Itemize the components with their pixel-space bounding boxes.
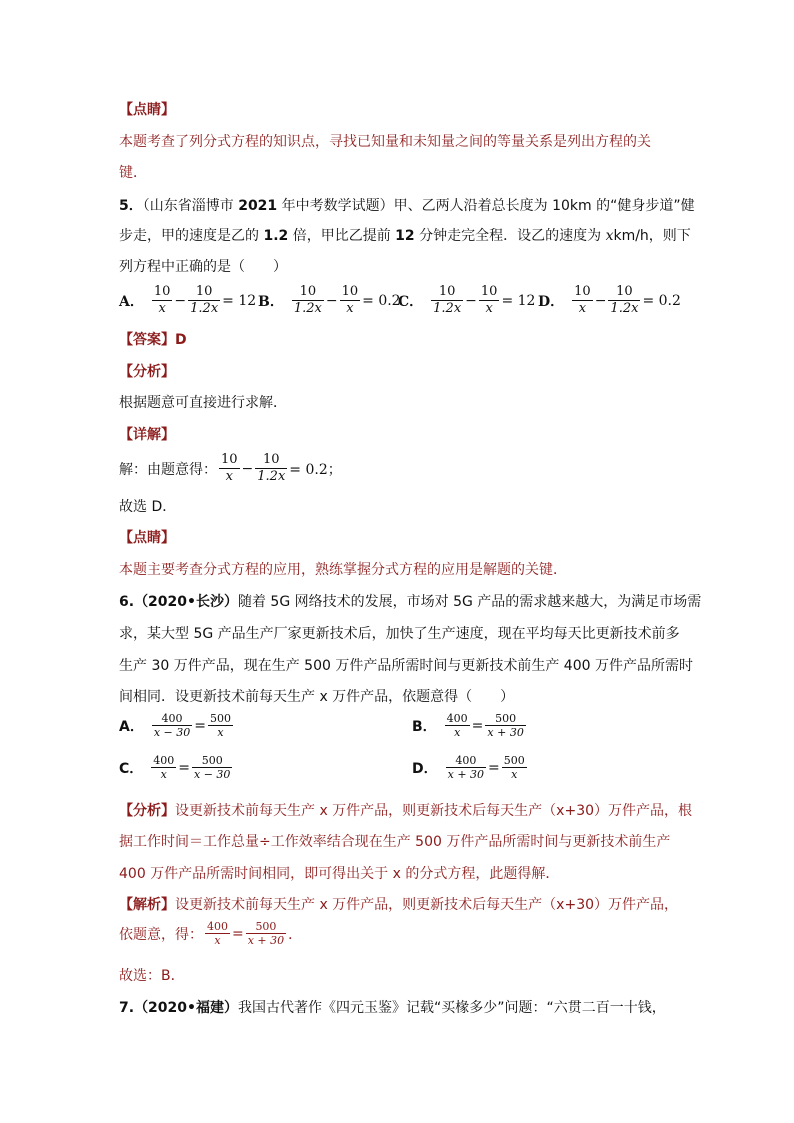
- q6-choose: 故选：B．: [119, 968, 185, 984]
- q5-var-x: x: [605, 228, 614, 244]
- frac-den: x − 30: [194, 768, 231, 781]
- jiexi-tag: 【解析】: [119, 897, 175, 913]
- q6-jiexi-equation: [119, 920, 302, 947]
- frac-den: x: [214, 934, 221, 947]
- frac-num: 400: [207, 920, 228, 933]
- q5-line-1: [119, 196, 695, 216]
- q7-line-1: [119, 998, 666, 1018]
- q6-option-b: [412, 712, 528, 739]
- option-label: A．: [119, 718, 144, 735]
- frac-den: x: [225, 469, 233, 484]
- q5-line-3: 列方程中正确的是（ ）: [119, 259, 287, 275]
- q7-source: （2020•福建）: [134, 1000, 238, 1016]
- frac-den: x: [160, 768, 167, 781]
- q6-line1-text: 随着 5G 网络技术的发展，市场对 5G 产品的需求越来越大，为满足市场需: [237, 594, 702, 610]
- equals: =: [471, 717, 484, 734]
- option-label: C．: [398, 293, 424, 310]
- jiexi-end: ．: [288, 926, 303, 943]
- q6-line-1: [119, 592, 701, 612]
- fenxi-text-1: 设更新技术前每天生产 x 万件产品，则更新技术后每天生产（x+30）万件产品，根: [175, 803, 693, 819]
- detail-tag: 【详解】: [119, 427, 175, 443]
- frac-den: 1.2x: [257, 469, 286, 484]
- frac-num: 10: [188, 284, 220, 301]
- frac-den: x: [217, 726, 224, 739]
- q5-solution: 解：由题意得： $\frac{10}{x}$ − $\frac{10}{1.2x}$ = 0.2；: [119, 452, 342, 484]
- jiexi-prefix: 依题意，得：: [119, 926, 203, 943]
- q6-fenxi-line-3: 400 万件产品所需时间相同，即可得出关于 x 的分式方程，此题得解．: [119, 866, 560, 882]
- q6-fenxi-line-2: 据工作时间＝工作总量÷工作效率结合现在生产 500 万件产品所需时间与更新技术前生产: [119, 834, 671, 850]
- q5-line1-text-a: （山东省淄博市: [142, 198, 239, 214]
- q6-line-3: 生产 30 万件产品，现在生产 500 万件产品所需时间与更新技术前生产 400 万件产品所需时: [119, 658, 693, 674]
- frac-num: 10: [574, 284, 591, 299]
- q5-ratio: 1.2: [263, 228, 289, 244]
- frac-den: x + 30: [247, 934, 285, 947]
- frac-num: 500: [485, 712, 525, 726]
- analysis-text: 根据题意可直接进行求解．: [119, 395, 287, 411]
- frac-den: 1.2x: [190, 301, 219, 316]
- answer-value: D: [175, 332, 187, 348]
- note-line-2: 键．: [119, 165, 147, 181]
- solution-rhs: = 0.2；: [289, 461, 342, 478]
- q5-minutes: 12: [395, 228, 415, 244]
- q6-line-4: 间相同．设更新技术前每天生产 x 万件产品，依题意得（ ）: [119, 689, 515, 705]
- rhs: = 12: [501, 292, 536, 309]
- frac-num: 10: [221, 452, 238, 467]
- frac-num: 500: [503, 754, 525, 767]
- q5-line1-text-b: 年中考数学试题）甲、乙两人沿着总长度为 10km 的“健身步道”健: [277, 198, 695, 214]
- frac-den: x: [454, 726, 461, 739]
- frac-num: 400: [446, 712, 468, 725]
- q5-option-d: D． $\frac{10}{x}$ − $\frac{10}{1.2x}$ = 0.2: [538, 284, 681, 316]
- frac-num: 500: [192, 754, 232, 768]
- q6-option-a: [119, 712, 235, 739]
- answer-line: [119, 330, 187, 350]
- frac-den: x: [511, 768, 518, 781]
- frac-num: 500: [210, 712, 231, 725]
- q6-number: 6.: [119, 594, 135, 610]
- q6-option-d: [412, 754, 529, 781]
- rhs: = 0.2: [362, 292, 401, 309]
- q5-line2-text-a: 步走，甲的速度是乙的: [119, 228, 264, 244]
- frac-den: x + 30: [487, 726, 524, 739]
- q5-number: 5．: [119, 198, 143, 214]
- q7-line1-text: 我国古代著作《四元玉鉴》记载“买椽多少”问题：“六贯二百一十钱，: [237, 1000, 666, 1016]
- q6-fenxi-line-1: [119, 801, 692, 821]
- frac-den: x: [158, 301, 166, 316]
- option-label: B．: [412, 718, 437, 735]
- frac-num: 400: [153, 754, 175, 767]
- option-label: D．: [538, 293, 565, 310]
- option-label: C．: [119, 760, 144, 777]
- frac-num: 10: [341, 284, 359, 299]
- frac-den: 1.2x: [433, 301, 462, 316]
- q5-option-b: B． $\frac{10}{1.2x}$ − $\frac{10}{x}$ = 0.2: [258, 284, 401, 316]
- solution-prefix: 解：由题意得：: [119, 461, 217, 478]
- frac-num: 10: [153, 284, 171, 299]
- q6-source: （2020•长沙）: [134, 594, 238, 610]
- q5-option-c: C． $\frac{10}{1.2x}$ − $\frac{10}{x}$ = 12: [398, 284, 536, 316]
- q5-line2-text-c: 分钟走完全程．设乙的速度为: [414, 228, 606, 244]
- jiexi-text-1: 设更新技术前每天生产 x 万件产品，则更新技术后每天生产（x+30）万件产品，: [175, 897, 679, 913]
- frac-num: 10: [608, 284, 640, 301]
- rhs: = 0.2: [642, 292, 681, 309]
- q5-choose: 故选 D．: [119, 499, 177, 515]
- q6-jiexi-line-1: [119, 895, 678, 915]
- q5-line2-text-d: km/h，则下: [613, 228, 691, 244]
- frac-num: 500: [246, 920, 286, 934]
- frac-den: x: [346, 301, 354, 316]
- equals: =: [232, 925, 244, 942]
- answer-tag: 【答案】: [119, 332, 175, 348]
- note-line-1: 本题考查了列分式方程的知识点，寻找已知量和未知量之间的等量关系是列出方程的关: [119, 134, 651, 150]
- frac-num: 10: [292, 284, 324, 301]
- frac-den: x − 30: [153, 726, 191, 739]
- frac-den: 1.2x: [293, 301, 322, 316]
- q5-note: 本题主要考查分式方程的应用，熟练掌握分式方程的应用是解题的关键．: [119, 562, 567, 578]
- equals: =: [488, 759, 500, 776]
- q7-number: 7.: [119, 1000, 135, 1016]
- frac-num: 400: [446, 754, 486, 768]
- analysis-tag: 【分析】: [119, 364, 175, 380]
- q5-dianjing-tag: 【点睛】: [119, 530, 175, 546]
- frac-den: 1.2x: [610, 301, 639, 316]
- frac-num: 10: [480, 284, 498, 299]
- frac-den: x + 30: [447, 768, 485, 781]
- rhs: = 12: [222, 292, 257, 309]
- frac-den: x: [578, 301, 587, 316]
- q5-line2-text-b: 倍，甲比乙提前: [288, 228, 396, 244]
- frac-num: 10: [255, 452, 287, 469]
- q6-line-2: 求，某大型 5G 产品生产厂家更新技术后，加快了生产速度，现在平均每天比更新技术前多: [119, 626, 680, 642]
- frac-den: x: [485, 301, 493, 316]
- q5-option-a: A． $\frac{10}{x}$ − $\frac{10}{1.2x}$ = 12: [119, 284, 257, 316]
- option-label: B．: [258, 293, 284, 310]
- q5-line-2: [119, 226, 691, 246]
- fenxi-tag: 【分析】: [119, 803, 175, 819]
- frac-num: 400: [152, 712, 192, 726]
- frac-num: 10: [431, 284, 463, 301]
- dianjing-tag: 【点睛】: [119, 102, 175, 118]
- q5-year: 2021: [238, 198, 278, 214]
- equals: =: [194, 717, 206, 734]
- q6-option-c: [119, 754, 234, 781]
- equals: =: [178, 759, 191, 776]
- option-label: D．: [412, 760, 438, 777]
- option-label: A．: [119, 293, 144, 310]
